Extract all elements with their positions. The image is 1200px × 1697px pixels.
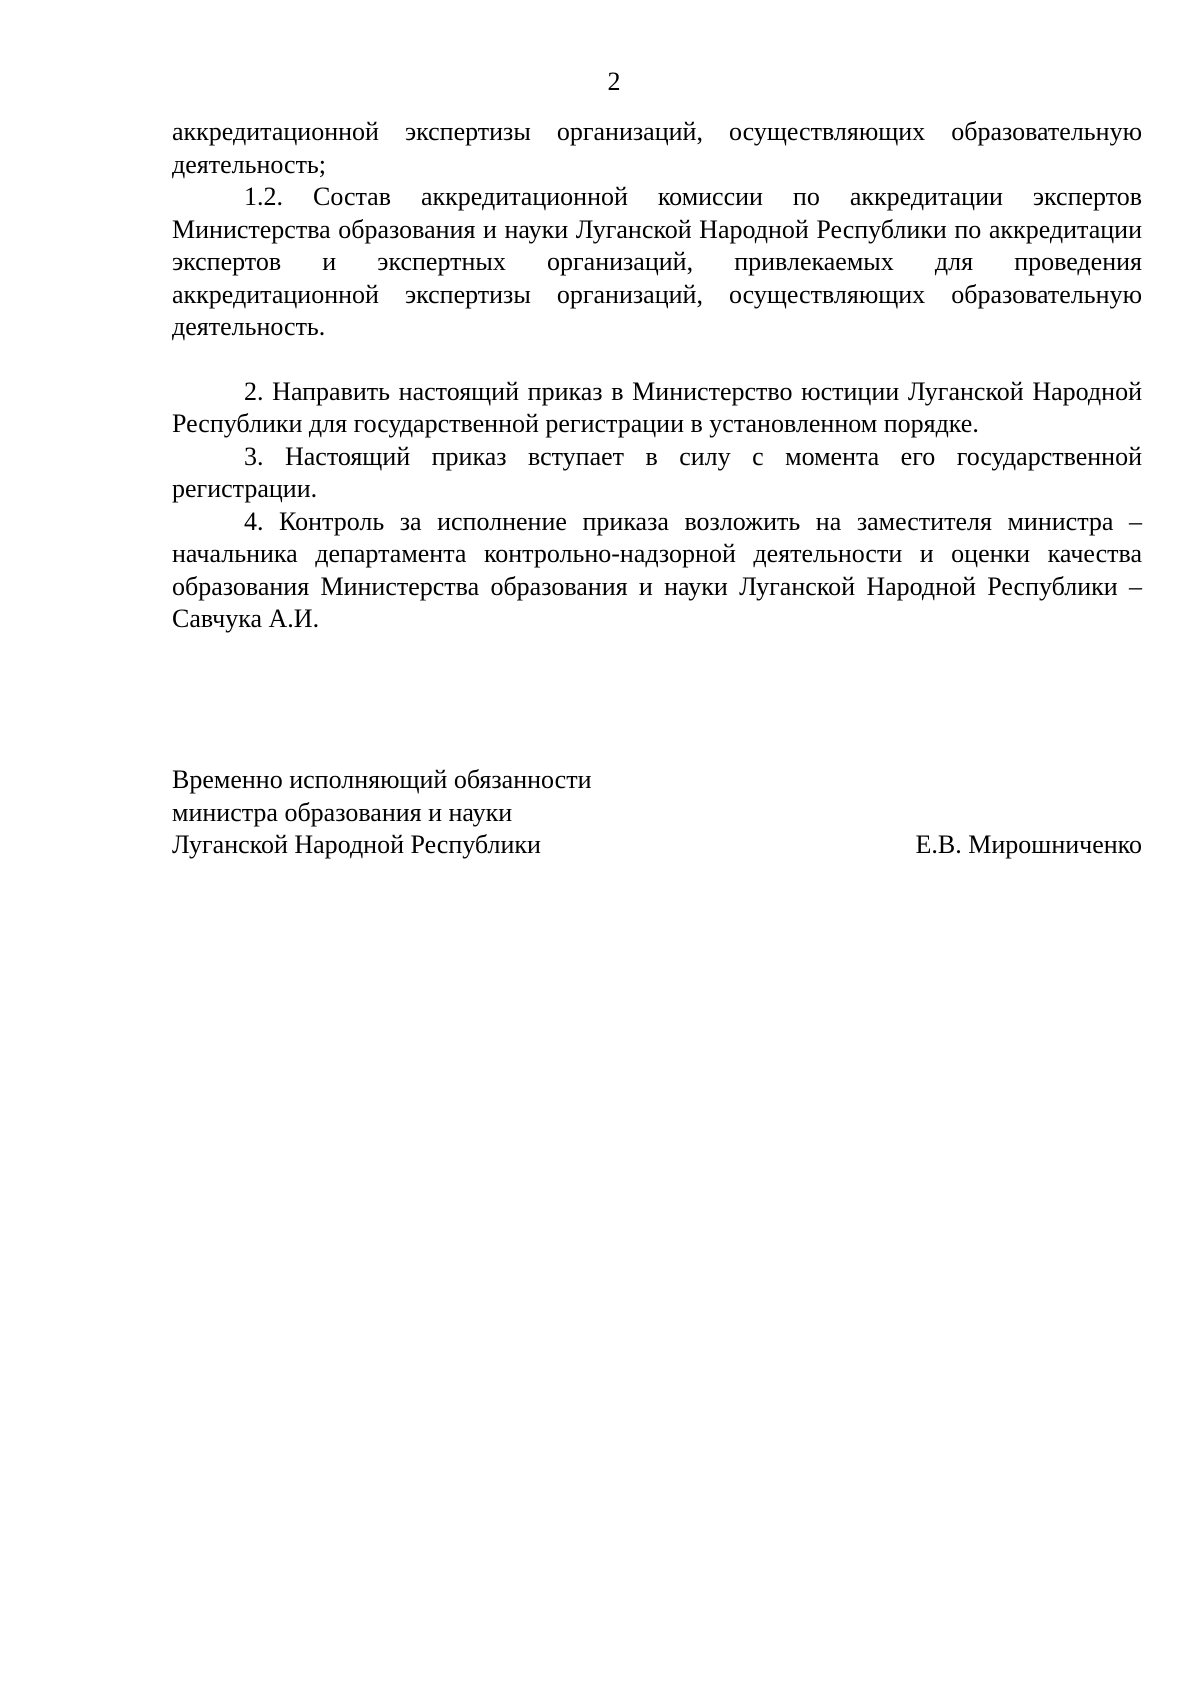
- paragraph-spacer: [172, 344, 1142, 376]
- paragraph-continuation: аккредитационной экспертизы организаций, осуществляющих образовательную деятельность;: [172, 117, 1142, 179]
- signatory-name: Е.В. Мирошниченко: [915, 830, 1142, 859]
- paragraph-item-3: 3. Настоящий приказ вступает в силу с момента его государственной регистрации.: [172, 441, 1142, 503]
- document-body: [172, 116, 1142, 636]
- signature-final-line: [172, 829, 1142, 862]
- signature-position-line-1: Временно исполняющий обязанности: [172, 765, 592, 794]
- signature-position-line-3: Луганской Народной Республики: [172, 830, 541, 859]
- page-number: 2: [607, 67, 621, 96]
- paragraph-item-2: 2. Направить настоящий приказ в Министерство юстиции Луганской Народной Республики для государственной регистрации в установленном порядке.: [172, 376, 1142, 438]
- signature-block: [172, 764, 1142, 862]
- paragraph-item-4: 4. Контроль за исполнение приказа возложить на заместителя министра – начальника департамента контрольно-надзорной деятельности и оценки качества образования Министерства образования и науки Луганской Народной Республики – Савчука А.И.: [172, 506, 1142, 633]
- paragraph-item-1-2: 1.2. Состав аккредитационной комиссии по аккредитации экспертов Министерства образования и науки Луганской Народной Республики по аккредитации экспертов и экспертных организаций, привлекаемых для проведения аккредитационной экспертизы организаций, осуществляющих образовательную деятельность.: [172, 182, 1142, 341]
- signature-position-line-2: министра образования и науки: [172, 797, 513, 827]
